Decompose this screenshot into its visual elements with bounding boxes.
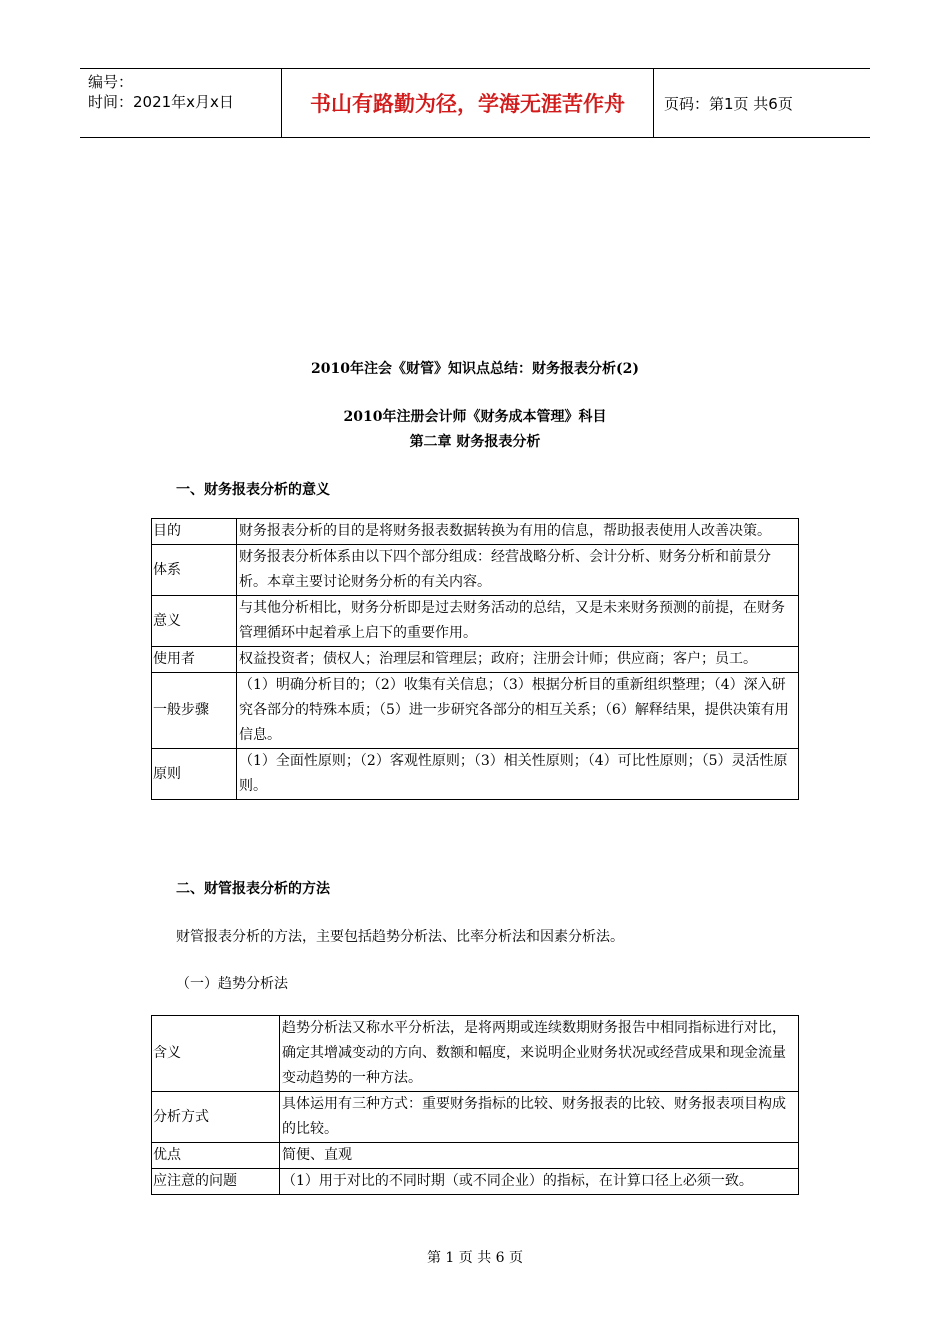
section-heading-1: 一、财务报表分析的意义 <box>176 482 330 498</box>
section-heading-2: 二、财管报表分析的方法 <box>176 881 330 897</box>
chapter-title: 第二章 财务报表分析 <box>409 434 541 450</box>
table-row <box>152 1143 799 1169</box>
table-row <box>152 1016 799 1092</box>
row-value: 财务报表分析体系由以下四个部分组成：经营战略分析、会计分析、财务分析和前景分析。本章主要讨论财务分析的有关内容。 <box>237 545 799 596</box>
row-value: 与其他分析相比，财务分析即是过去财务活动的总结，又是未来财务预测的前提，在财务管理循环中起着承上启下的重要作用。 <box>237 596 799 647</box>
trend-analysis-table <box>151 1015 799 1195</box>
row-value: 趋势分析法又称水平分析法，是将两期或连续数期财务报告中相同指标进行对比，确定其增减变动的方向、数额和幅度，来说明企业财务状况或经营成果和现金流量变动趋势的一种方法。 <box>280 1016 799 1092</box>
significance-table <box>151 518 799 800</box>
row-value: 具体运用有三种方式：重要财务指标的比较、财务报表的比较、财务报表项目构成的比较。 <box>280 1092 799 1143</box>
row-value: （1）用于对比的不同时期（或不同企业）的指标，在计算口径上必须一致。 <box>280 1169 799 1195</box>
document-date-label: 时间：2021年x月x日 <box>88 93 234 111</box>
page-footer: 第 1 页 共 6 页 <box>426 1250 524 1266</box>
row-value: 财务报表分析的目的是将财务报表数据转换为有用的信息，帮助报表使用人改善决策。 <box>237 519 799 545</box>
row-key: 分析方式 <box>152 1092 280 1143</box>
row-key: 应注意的问题 <box>152 1169 280 1195</box>
table-row <box>152 749 799 800</box>
row-value: （1）全面性原则；（2）客观性原则；（3）相关性原则；（4）可比性原则；（5）灵活性原则。 <box>237 749 799 800</box>
table-row <box>152 545 799 596</box>
row-value: （1）明确分析目的；（2）收集有关信息；（3）根据分析目的重新组织整理；（4）深入研究各部分的特殊本质；（5）进一步研究各部分的相互关系；（6）解释结果，提供决策有用信息。 <box>237 673 799 749</box>
table-row <box>152 596 799 647</box>
table-row <box>152 647 799 673</box>
row-key: 原则 <box>152 749 237 800</box>
table-row <box>152 673 799 749</box>
header-page-code: 页码：第1页 共6页 <box>664 94 793 113</box>
subsection-heading: （一）趋势分析法 <box>176 976 288 992</box>
row-key: 体系 <box>152 545 237 596</box>
row-key: 意义 <box>152 596 237 647</box>
header-motto: 书山有路勤为径，学海无涯苦作舟 <box>281 69 654 137</box>
document-title: 2010年注会《财管》知识点总结：财务报表分析(2) <box>311 361 639 377</box>
row-key: 含义 <box>152 1016 280 1092</box>
row-key: 一般步骤 <box>152 673 237 749</box>
header-info-cell <box>80 69 280 137</box>
page-header <box>80 68 870 138</box>
row-key: 目的 <box>152 519 237 545</box>
table-row <box>152 1092 799 1143</box>
row-value: 权益投资者；债权人；治理层和管理层；政府；注册会计师；供应商；客户；员工。 <box>237 647 799 673</box>
row-key: 优点 <box>152 1143 280 1169</box>
table-row <box>152 1169 799 1195</box>
table-row <box>152 519 799 545</box>
document-subtitle: 2010年注册会计师《财务成本管理》科目 <box>343 409 607 425</box>
methods-paragraph: 财管报表分析的方法，主要包括趋势分析法、比率分析法和因素分析法。 <box>176 929 624 945</box>
row-value: 简便、直观 <box>280 1143 799 1169</box>
document-number-label: 编号： <box>88 73 134 91</box>
row-key: 使用者 <box>152 647 237 673</box>
